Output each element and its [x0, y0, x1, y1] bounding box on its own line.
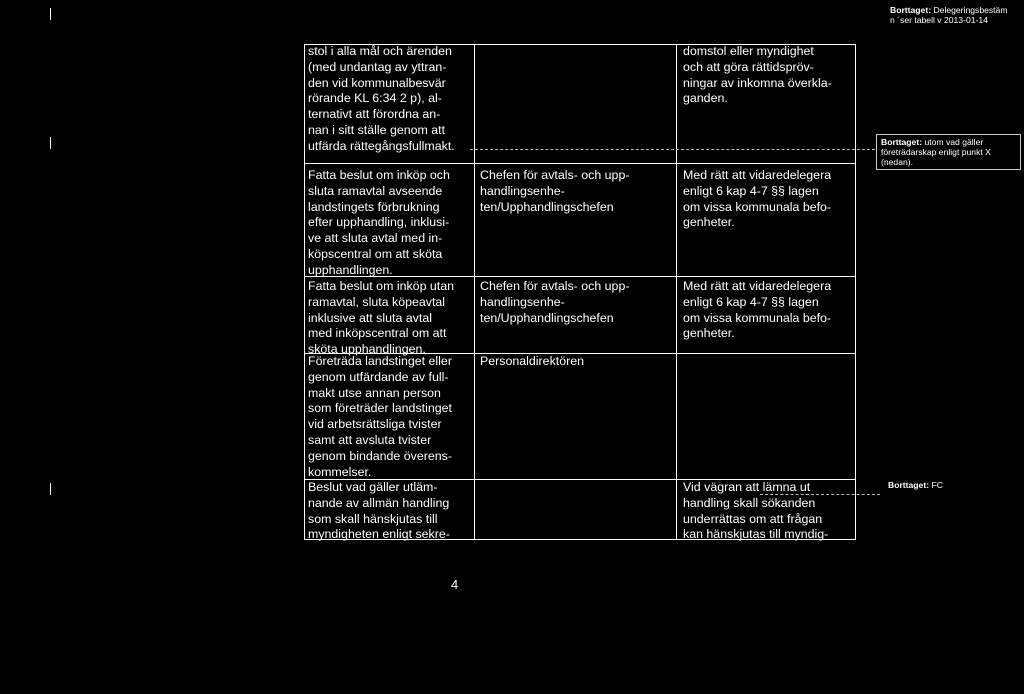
- table-cell: Företräda landstinget eller genom utfärdande av full- makt utse annan person som företräder landstinget vid arbetsrättsliga tvister samt att avsluta tvister genom bindande överens- kommelser.: [308, 354, 452, 479]
- table-cell: Vid vägran att lämna ut handling skall sökanden underrättas om att frågan kan hänskjutas till myndig-: [683, 480, 829, 542]
- comment-balloon[interactable]: [876, 134, 1021, 170]
- table-cell: Personaldirektören: [480, 354, 585, 368]
- page-number: 4: [451, 577, 459, 592]
- table-cell: stol i alla mål och ärenden (med undantag av yttran- den vid kommunalbesvär rörande KL 6:34 2 p), al- ternativt att förordna an- nan i sitt ställe genom att utfärda rättegångsfullmakt.: [308, 44, 455, 153]
- comment-leader-line: [760, 494, 880, 495]
- table-cell: Chefen för avtals- och upp- handlingsenhe- ten/Upphandlingschefen: [480, 279, 630, 325]
- header-note: [890, 5, 1014, 25]
- table-cell: Fatta beslut om inköp och sluta ramavtal avseende landstingets förbrukning efter upphandling, inklusi- ve att sluta avtal med in- köpscentral om att sköta upphandlingen.: [308, 168, 450, 277]
- table-cell: Chefen för avtals- och upp- handlingsenhe- ten/Upphandlingschefen: [480, 168, 630, 214]
- comment-balloon[interactable]: [884, 478, 1019, 492]
- table-border: [304, 163, 856, 164]
- table-border: [855, 44, 856, 540]
- table-cell: Beslut vad gäller utläm- nande av allmän handling som skall hänskjutas till myndigheten enligt sekre-: [308, 480, 450, 542]
- comment-label: Borttaget:: [888, 480, 930, 490]
- comment-leader-line: [470, 149, 875, 150]
- margin-mark: [50, 137, 51, 149]
- header-title-rest: Delegeringsbestäm: [933, 5, 1008, 15]
- table-border: [474, 44, 475, 540]
- table-border: [676, 44, 677, 540]
- margin-mark: [50, 8, 51, 20]
- table-cell: Med rätt att vidaredelegera enligt 6 kap 4-7 §§ lagen om vissa kommunala befo- genheter.: [683, 279, 832, 341]
- comment-label: Borttaget:: [881, 137, 923, 147]
- comment-text: utom vad gäller företrädarskap enligt punkt X (nedan).: [881, 137, 991, 167]
- header-subtitle: n ´ser tabell v 2013-01-14: [890, 15, 988, 25]
- table-cell: Med rätt att vidaredelegera enligt 6 kap 4-7 §§ lagen om vissa kommunala befo- genheter.: [683, 168, 832, 230]
- table-cell: Fatta beslut om inköp utan ramavtal, sluta köpeavtal inklusive att sluta avtal med inköpscentral om att sköta upphandlingen.: [308, 279, 455, 357]
- comment-text: FC: [931, 480, 943, 490]
- table-cell: domstol eller myndighet och att göra rättidspröv- ningar av inkomna överkla- ganden.: [683, 44, 832, 106]
- margin-mark: [50, 483, 51, 495]
- table-border: [304, 44, 305, 540]
- header-title-prefix: Borttaget:: [890, 5, 932, 15]
